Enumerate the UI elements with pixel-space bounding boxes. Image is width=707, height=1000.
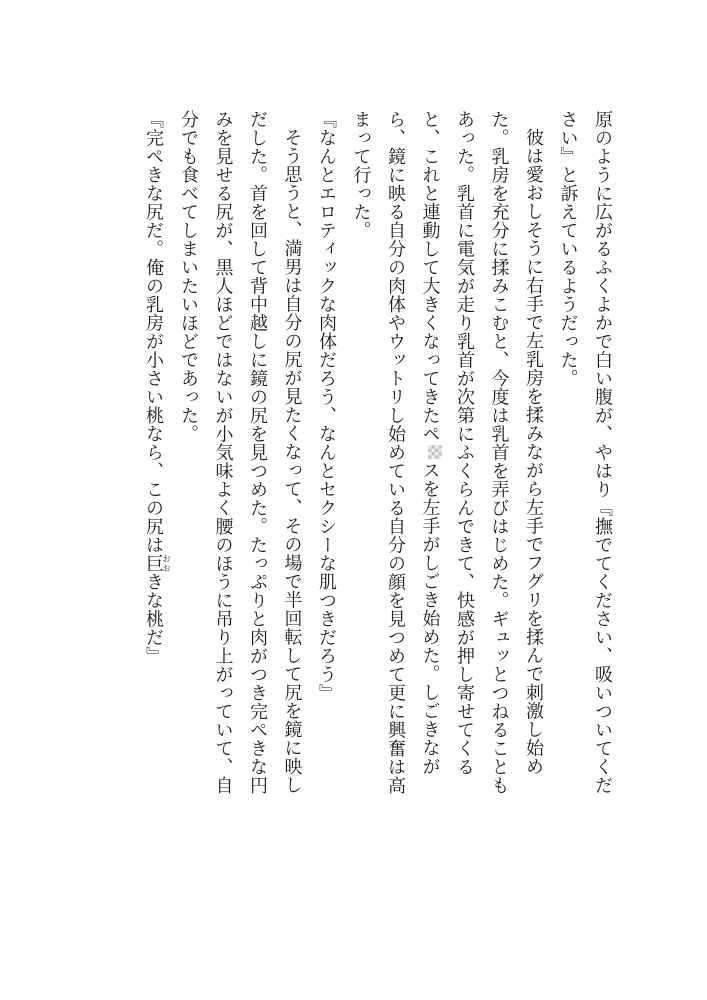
- ruby-annotation: [143, 554, 171, 573]
- ruby-reading: おお: [162, 554, 171, 573]
- text-segment: スを左手がしごき始めた。しごきながら、鏡に映る自分の肉体やウットリし始めている自分の顔を見つめて更に興奮は高まって行った。: [350, 110, 441, 795]
- text-segment: 『完ぺきな尻だ。俺の乳房が小さい桃なら、この尻は: [143, 110, 164, 554]
- text-segment: 彼は愛おしそうに右手で左乳房を揉みながら左手でフグリを揉んで刺激し始めた。乳房を充分に揉みこむと、今度は乳首を弄びはじめた。ギュッとつねることもあった。乳首に電気が走り乳首が次第にふくらんできて、快感が押し寄せてくると、これと連動して大きくなってきたペ: [419, 110, 544, 795]
- ruby-base: 巨: [143, 554, 164, 573]
- vertical-text-column: [136, 110, 620, 810]
- paragraph: [136, 110, 171, 810]
- paragraph: そう思うと、満男は自分の尻が見たくなって、その場で半回転して尻を鏡に映しだした。首を回して背中越しに鏡の尻を見つめた。たっぷりと肉がつき完ぺきな円みを見せる尻が、黒人ほどではないが小気味よく腰のほうに吊り上がっていて、自分でも食べてしまいたいほどであった。: [178, 110, 303, 795]
- paragraph: [343, 110, 550, 810]
- paragraph: 原のように広がるふくよかで白い腹が、やはり『撫でてください、吸いついてください』と訴えているようだった。: [557, 110, 613, 795]
- text-segment: きな桃だ』: [143, 572, 164, 665]
- censor-mosaic: [428, 445, 442, 459]
- paragraph: 『なんとエロティックな肉体だろう、なんとセクシーな肌つきだろう』: [316, 110, 337, 702]
